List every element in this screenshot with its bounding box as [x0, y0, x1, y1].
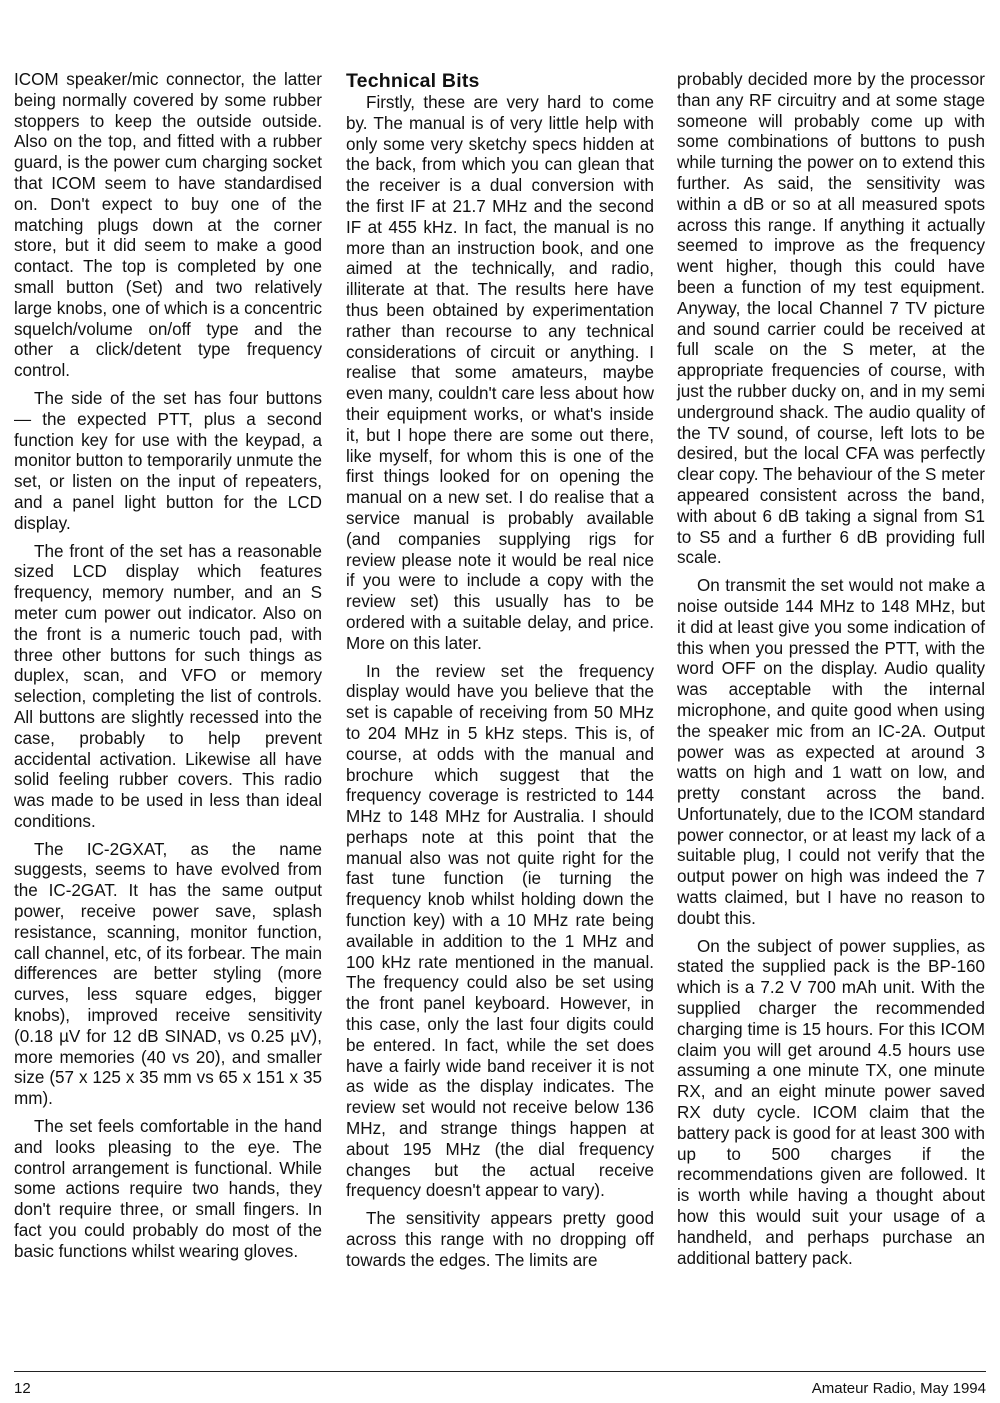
- section-heading: Technical Bits: [346, 70, 480, 92]
- column-3: [677, 70, 985, 1276]
- paragraph: probably decided more by the processor than any RF circuitry and at some stage someone will probably come up with some combinations of buttons to push while turning the power on to extend this further. As said, the sensitivity was within a dB or so at all measured spots across this range. If anything it actually seemed to improve as the frequency went higher, though this could have been a function of my test equipment. Anyway, the local Channel 7 TV picture and sound carrier could be received at full scale on the S meter, at the appropriate frequencies of course, with just the rubber ducky on, and in my semi underground shack. The audio quality of the TV sound, of course, left lots to be desired, but the local CFA was perfectly clear copy. The behaviour of the S meter appeared consistent across the band, with about 6 dB taking a signal from S1 to S5 and a further 6 dB providing full scale.: [677, 70, 985, 568]
- paragraph: The side of the set has four buttons — the expected PTT, plus a second function key for use with the keypad, a monitor button to temporarily unmute the set, or listen on the input of repeaters, and a panel light button for the LCD display.: [14, 388, 322, 533]
- paragraph: ICOM speaker/mic connector, the latter being normally covered by some rubber stoppers to keep the outside outside. Also on the top, and fitted with a rubber guard, is the power cum charging socket that ICOM seem to have standardised on. Don't expect to buy one of the matching plugs down at the corner store, but it did seem to make a good contact. The top is completed by one small button (Set) and two relatively large knobs, one of which is a concentric squelch/volume on/off type and the other a click/detent type frequency control.: [14, 70, 322, 381]
- footer-rule: [14, 1371, 986, 1372]
- publication-credit: Amateur Radio, May 1994: [811, 1380, 986, 1397]
- paragraph: The IC-2GXAT, as the name suggests, seems to have evolved from the IC-2GAT. It has the same output power, receive power save, splash resistance, scanning, monitor function, call channel, etc, of its forbear. The main differences are better styling (more curves, less square edges, bigger knobs), improved receive sensitivity (0.18 µV for 12 dB SINAD, vs 0.25 µV), more memories (40 vs 20), and smaller size (57 x 125 x 35 mm vs 65 x 151 x 35 mm).: [14, 839, 322, 1109]
- page-number: 12: [14, 1380, 31, 1397]
- paragraph: The front of the set has a reasonable sized LCD display which features frequency, memory number, and an S meter cum power out indicator. Also on the front is a numeric touch pad, with three other buttons for such things as duplex, scan, and VFO or memory selection, completing the list of controls. All buttons are slightly recessed into the case, probably to help prevent accidental activation. Likewise all have solid feeling rubber covers. This radio was made to be used in less than ideal conditions.: [14, 541, 322, 831]
- paragraph: The set feels comfortable in the hand and looks pleasing to the eye. The control arrangement is functional. While some actions require two hands, they don't require three, or small fingers. In fact you could probably do most of the basic functions whilst wearing gloves.: [14, 1117, 322, 1261]
- column-1: [14, 70, 322, 1270]
- paragraph: In the review set the frequency display would have you believe that the set is capable of receiving from 50 MHz to 204 MHz in 5 kHz steps. This is, of course, at odds with the manual and brochure which suggest that the frequency coverage is restricted to 144 MHz to 148 MHz for Australia. I should perhaps note at this point that the manual also was not quite right for the fast tune function (ie turning the frequency knob whilst holding down the function key) with a 10 MHz rate being available in addition to the 1 MHz and 100 kHz rate mentioned in the manual. The frequency could also be set using the front panel keyboard. However, in this case, only the last four digits could be entered. In fact, while the set does have a fairly wide band receiver it is not as wide as the display indicates. The review set would not receive below 136 MHz, and strange things happen at about 195 MHz (the dial frequency changes but the actual receive frequency doesn't appear to vary).: [346, 661, 654, 1201]
- paragraph: On the subject of power supplies, as stated the supplied pack is the BP-160 which is a 7.2 V 700 mAh unit. With the supplied charger the recommended charging time is 15 hours. For this ICOM claim you will get around 4.5 hours use assuming a one minute TX, one minute RX, and an eight minute power saved RX duty cycle. ICOM claim that the battery pack is good for at least 300 with up to 500 charges if the recommendations given are followed. It is worth while having a thought about how this would suit your usage of a handheld, and perhaps purchase an additional battery pack.: [677, 936, 985, 1268]
- column-2: [346, 70, 654, 1279]
- paragraph: The sensitivity appears pretty good across this range with no dropping off towards the edges. The limits are: [346, 1209, 654, 1270]
- paragraph: Firstly, these are very hard to come by. The manual is of very little help with only some very sketchy specs hidden at the back, from which you can glean that the receiver is a dual conversion with the first IF at 21.7 MHz and the second IF at 455 kHz. In fact, the manual is no more than an instruction book, and one aimed at the technically, and radio, illiterate at that. The results here have thus been obtained by experimentation rather than recourse to any technical considerations of circuit or anything. I realise that some amateurs, maybe even many, couldn't care less about how their equipment works, or what's inside it, but I hope there are some out there, like myself, for whom this is one of the first things looked for on opening the manual on a new set. I do realise that a service manual is probably available (and companies supplying rigs for review please note it would be real nice if you were to include a copy with the review set) this usually has to be ordered with a suitable delay, and price. More on this later.: [346, 93, 654, 653]
- paragraph: On transmit the set would not make a noise outside 144 MHz to 148 MHz, but it did at least give you some indication of this when you pressed the PTT, with the word OFF on the display. Audio quality was acceptable with the internal microphone, and quite good when using the speaker mic from an IC-2A. Output power was as expected at around 3 watts on high and 1 watt on low, and pretty constant across the band. Unfortunately, due to the ICOM standard power connector, or at least my lack of a suitable plug, I could not verify that the output power on high was indeed the 7 watts claimed, but I have no reason to doubt this.: [677, 576, 985, 928]
